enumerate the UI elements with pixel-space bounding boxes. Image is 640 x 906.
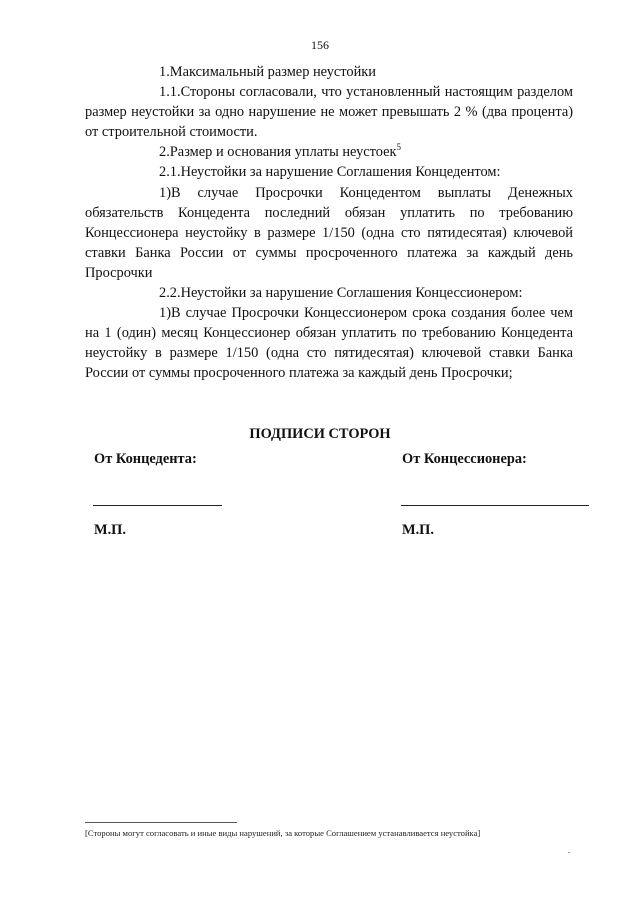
scan-speck	[568, 852, 570, 853]
clause-1-1	[85, 82, 573, 142]
concedent-signature-line	[93, 505, 222, 506]
clause-text: Неустойки за нарушение Соглашения Концедентом:	[180, 164, 501, 181]
clause-number: 2.1.	[159, 164, 181, 181]
page-number: 156	[311, 38, 329, 52]
clause-text: Стороны согласовали, что установленный настоящим разделом размер неустойки за одно нарушение не может превышать 2 % (два процента) от строительной стоимости.	[85, 84, 573, 141]
signatures-title: ПОДПИСИ СТОРОН	[249, 426, 391, 442]
clause-number: 2.2.	[159, 285, 181, 302]
footnote-text: [Стороны могут согласовать и иные виды нарушений, за которые Соглашением устанавливается неустойка]	[85, 828, 481, 838]
footnote-divider	[85, 822, 237, 823]
concedent-label: От Концедента:	[94, 451, 197, 467]
document-body	[85, 62, 573, 384]
section-text: Размер и основания уплаты неустоек	[169, 144, 397, 161]
subclause-2-1-1	[85, 183, 573, 283]
section-number: 1.	[159, 64, 170, 80]
concessionaire-label: От Концессионера:	[402, 451, 527, 467]
subclause-number: 1)	[159, 184, 171, 201]
section-text: Максимальный размер неустойки	[169, 64, 376, 80]
section-2-heading	[85, 142, 573, 162]
concedent-stamp-place: М.П.	[94, 522, 126, 538]
subclause-number: 1)	[159, 305, 171, 322]
clause-2-1	[85, 162, 573, 182]
subclause-2-2-1	[85, 303, 573, 383]
section-number: 2.	[159, 144, 170, 161]
clause-2-2	[85, 283, 573, 303]
concessionaire-signature-line	[401, 505, 589, 506]
clause-text: Неустойки за нарушение Соглашения Концессионером:	[180, 285, 523, 302]
subclause-text: В случае Просрочки Концедентом выплаты Денежных обязательств Концедента последний обязан уплатить по требованию Концессионера неустойку в размере 1/150 (одна сто пятидесятая) ключевой ставки Банка России от суммы просроченного платежа за каждый день Просрочки	[85, 184, 573, 281]
section-1-heading	[85, 62, 573, 82]
clause-number: 1.1.	[159, 84, 181, 101]
concessionaire-stamp-place: М.П.	[402, 522, 434, 538]
footnote-ref: 5	[396, 142, 402, 153]
subclause-text: В случае Просрочки Концессионером срока создания более чем на 1 (один) месяц Концессионер обязан уплатить по требованию Концедента неустойку в размере 1/150 (одна сто пятидесятая) ключевой ставки Банка России от суммы просроченного платежа за каждый день Просрочки;	[85, 305, 573, 382]
